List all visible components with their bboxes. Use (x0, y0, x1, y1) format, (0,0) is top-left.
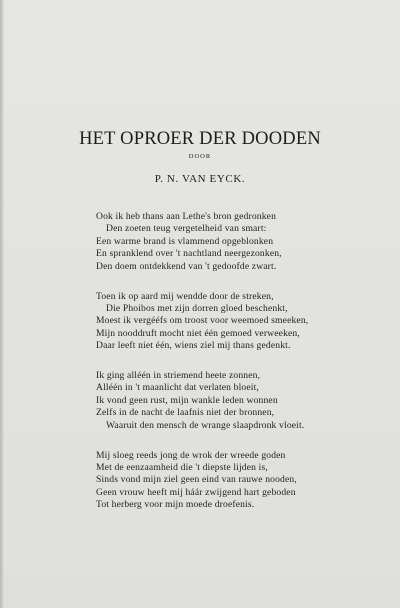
poem-line: Mijn nooddruft mocht niet één gemoed verweeken, (96, 327, 300, 339)
poem-title: HET OPROER DER DOODEN (79, 129, 321, 149)
poem-line: Een warme brand is vlammend opgeblonken (96, 235, 274, 247)
poem-line: Ook ik heb thans aan Lethe's bron gedronken (96, 211, 277, 222)
poem-body (96, 211, 326, 529)
author-name: P. N. VAN EYCK. (154, 173, 246, 185)
page-edge (0, 0, 4, 608)
poem-line: Sinds vond mijn ziel geen eind van rauwe nooden, (96, 474, 297, 486)
poem-line: Moest ik vergééfs om troost voor weemoed smeeken, (96, 315, 309, 327)
poem-line: Zelfs in de nacht de laafnis niet der bronnen, (96, 407, 275, 419)
poem-line: Tot herberg voor mijn moede droefenis. (96, 499, 255, 511)
stanza (96, 370, 326, 432)
stanza (96, 450, 326, 512)
poem-line: Alléén in 't maanlicht dat verlaten bloeit, (96, 382, 259, 394)
poem-line: Ik vond geen rust, mijn wankle leden wonnen (96, 394, 278, 406)
poem-line: Met de eenzaamheid die 't diepste lijden is, (96, 462, 268, 473)
byline: DOOR (188, 153, 212, 160)
poem-line: Den zoeten teug vergetelheid van smart: (106, 223, 267, 235)
poem-line: Den doem ontdekkend van 't gedoofde zwart. (96, 260, 277, 272)
poem-line: Geen vrouw heeft mij háár zwijgend hart geboden (96, 486, 296, 498)
poem-line: Daar leeft niet één, wiens ziel mij thans gedenkt. (96, 340, 291, 352)
poem-line: Mij sloeg reeds jong de wrok der wreede goden (96, 449, 286, 461)
poem-line: Toen ik op aard mij wendde door de streken, (96, 290, 274, 302)
poem-line: Ik ging alléén in striemend heete zonnen, (96, 370, 261, 382)
poem-line: Waaruit den mensch de wrange slaapdronk vloeit. (106, 419, 305, 431)
stanza (96, 211, 326, 273)
poem-line: Die Phoibos met zijn dorren gloed beschenkt, (106, 302, 288, 314)
stanza (96, 291, 326, 353)
poem-line: En spranklend over 't nachtland neergezonken, (96, 248, 282, 260)
